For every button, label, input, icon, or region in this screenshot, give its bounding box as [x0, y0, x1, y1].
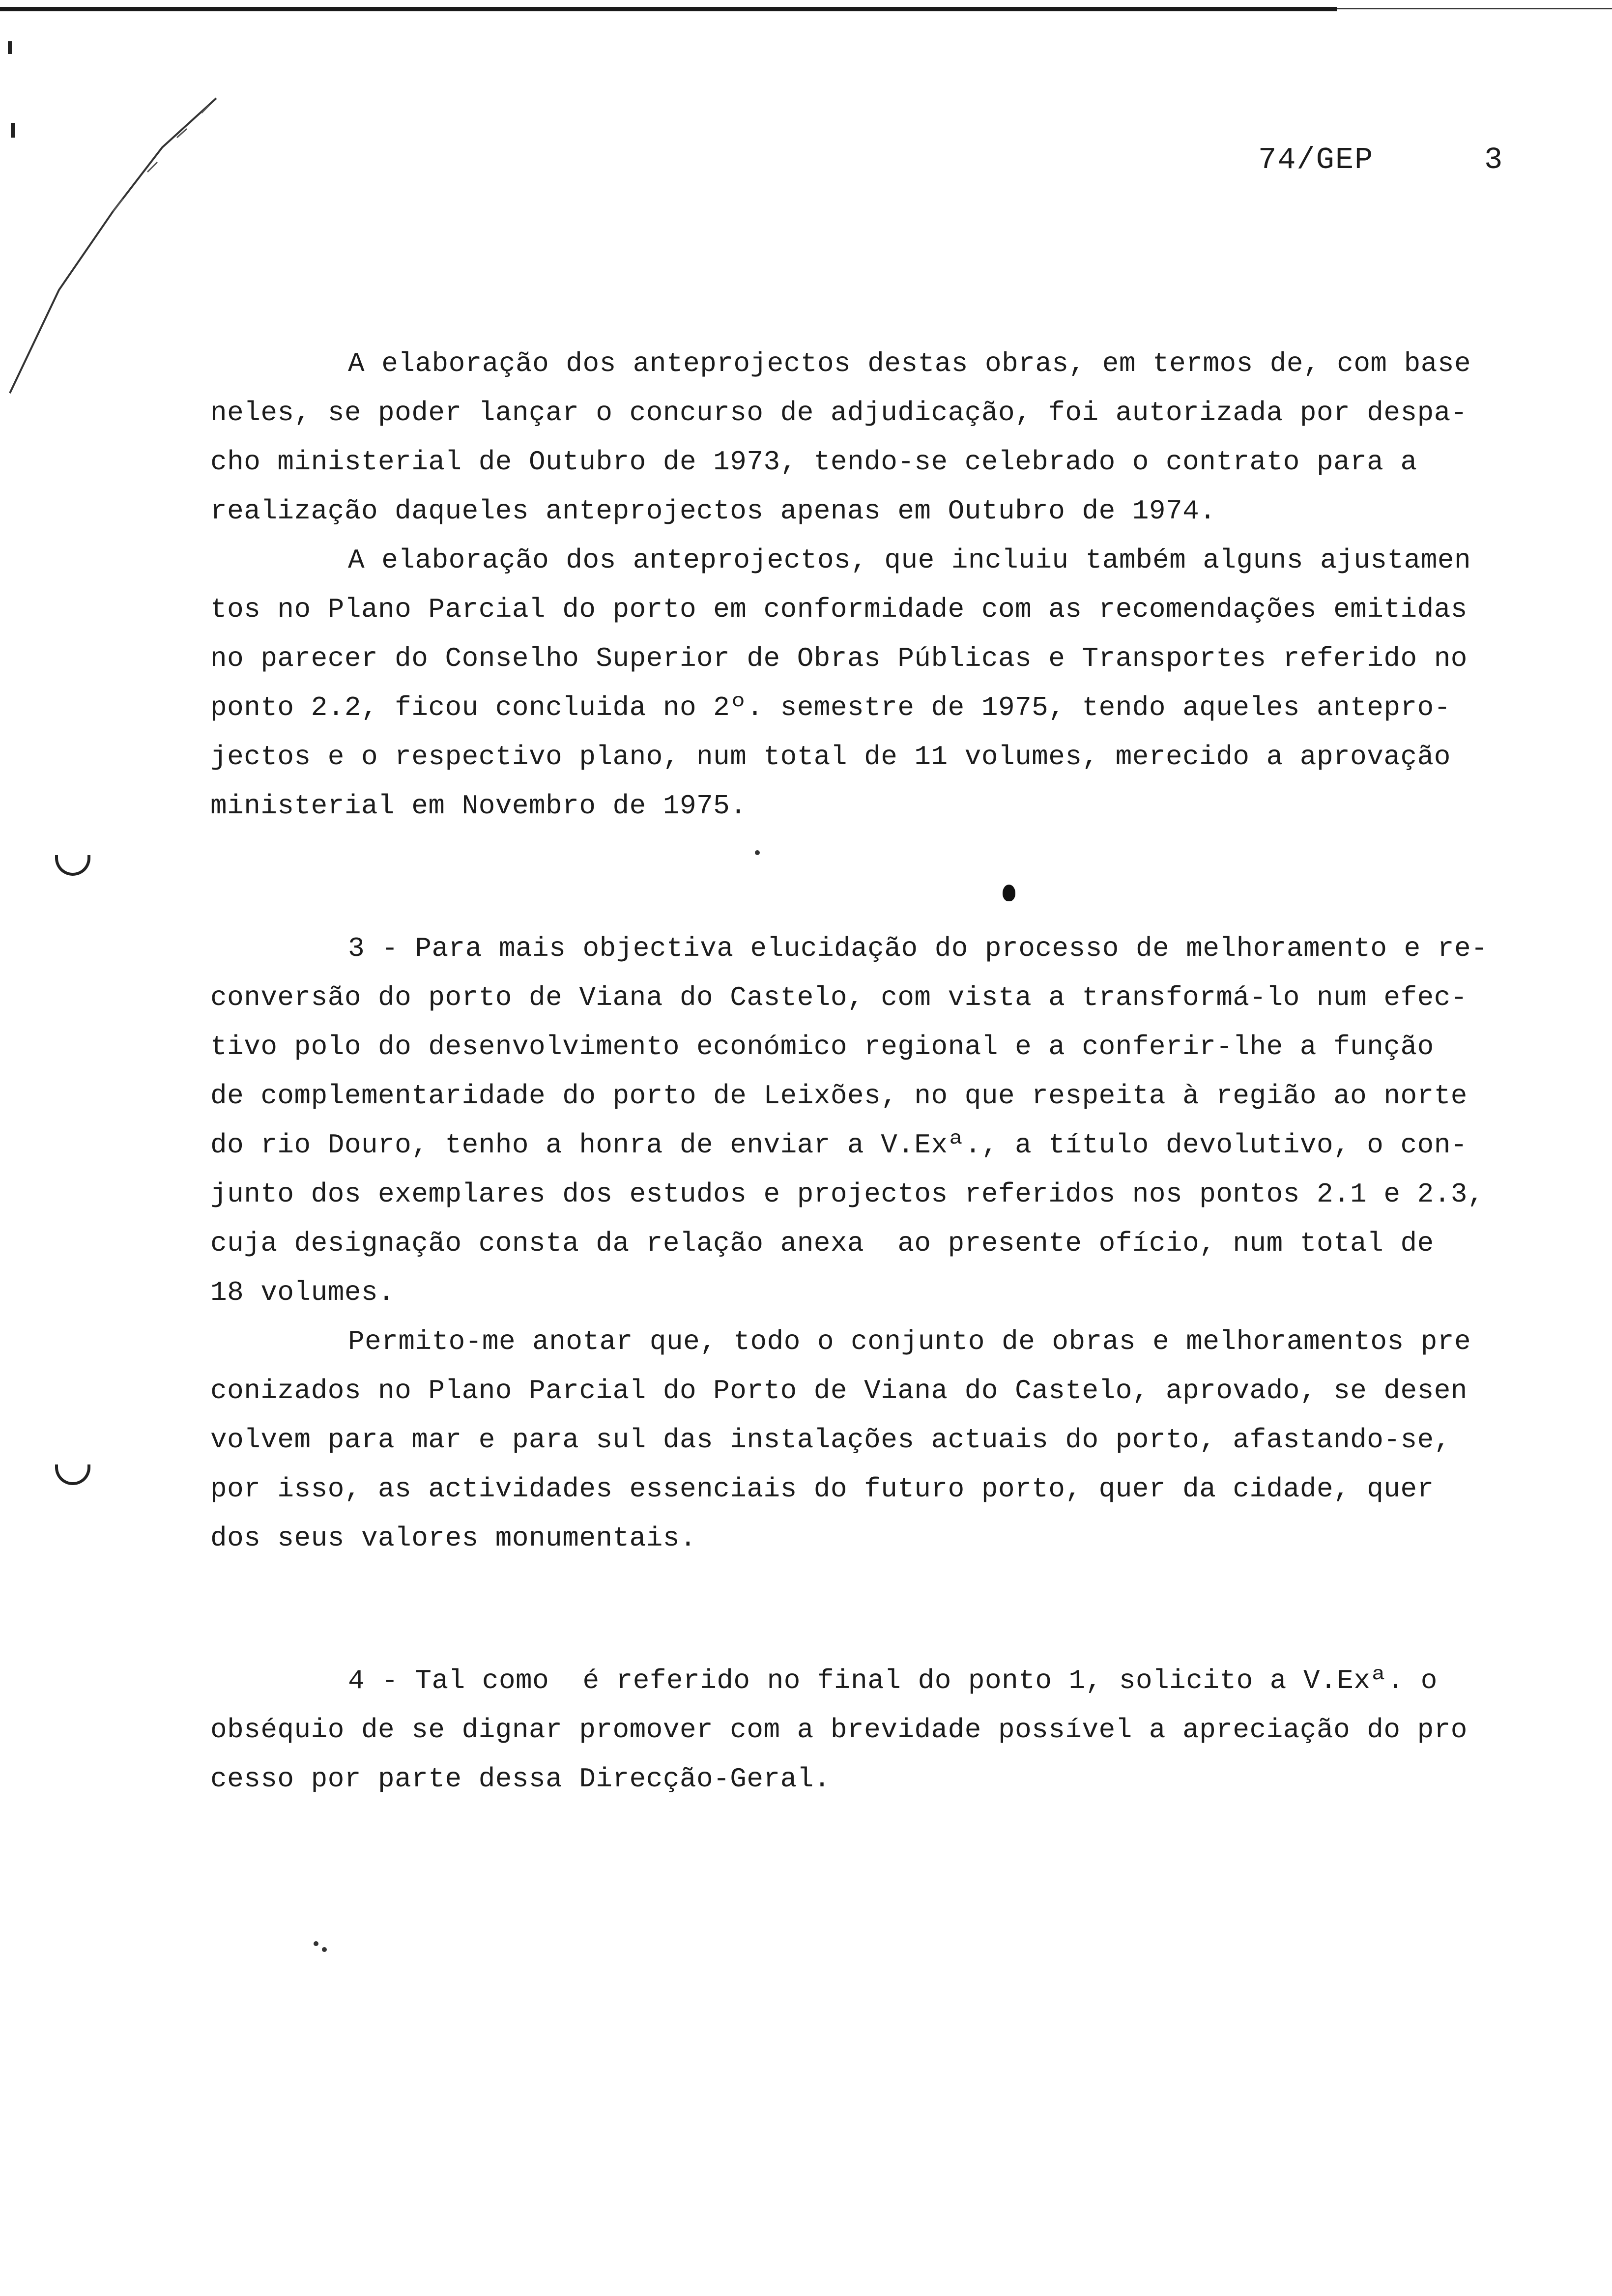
punch-hole-mark-2 [55, 1464, 90, 1485]
text-line: dos seus valores monumentais. [210, 1522, 697, 1554]
paragraph-anteprojects-approval [210, 536, 1557, 831]
text-line: Permito-me anotar que, todo o conjunto de obras e melhoramentos pre [348, 1326, 1471, 1357]
text-line: no parecer do Conselho Superior de Obras Públicas e Transportes referido no [210, 643, 1468, 674]
text-line: junto dos exemplares dos estudos e projectos referidos nos pontos 2.1 e 2.3, [210, 1178, 1485, 1210]
text-line: cesso por parte dessa Direcção-Geral. [210, 1763, 831, 1795]
text-line: conversão do porto de Viana do Castelo, com vista a transformá-lo num efec- [210, 982, 1468, 1013]
text-line: cuja designação consta da relação anexa ao presente ofício, num total de [210, 1228, 1434, 1259]
paragraph-anteprojects-authorization [210, 339, 1557, 536]
text-line: conizados no Plano Parcial do Porto de Viana do Castelo, aprovado, se desen [210, 1375, 1468, 1406]
text-line: 18 volumes. [210, 1277, 395, 1308]
text-line: tos no Plano Parcial do porto em conformidade com as recomendações emitidas [210, 594, 1468, 625]
paragraph-point-4 [210, 1656, 1557, 1804]
top-rule-thin [1337, 8, 1612, 9]
text-line: obséquio de se dignar promover com a brevidade possível a apreciação do pro [210, 1714, 1468, 1746]
text-line: 3 - Para mais objectiva elucidação do processo de melhoramento e re- [348, 933, 1488, 964]
text-line: volvem para mar e para sul das instalações actuais do porto, afastando-se, [210, 1424, 1451, 1456]
text-line: por isso, as actividades essenciais do futuro porto, quer da cidade, quer [210, 1473, 1434, 1505]
text-line: neles, se poder lançar o concurso de adjudicação, foi autorizada por despa- [210, 397, 1468, 429]
punch-hole-mark-1 [55, 855, 90, 876]
paragraph-plan-note [210, 1317, 1557, 1563]
text-line: A elaboração dos anteprojectos, que incluiu também alguns ajustamen [348, 545, 1471, 576]
text-line: A elaboração dos anteprojectos destas obras, em termos de, com base [348, 348, 1471, 379]
text-line: tivo polo do desenvolvimento económico regional e a conferir-lhe a função [210, 1031, 1434, 1062]
text-line: de complementaridade do porto de Leixões, no que respeita à região ao norte [210, 1080, 1468, 1112]
reference-code: 74/GEP [1258, 143, 1374, 177]
text-line: 4 - Tal como é referido no final do ponto 1, solicito a V.Exª. o [348, 1665, 1438, 1696]
letter-body [210, 339, 1557, 1804]
text-line: jectos e o respectivo plano, num total de 11 volumes, merecido a aprovação [210, 741, 1451, 773]
ink-speck-2 [314, 1941, 318, 1946]
text-line: ponto 2.2, ficou concluida no 2º. semestre de 1975, tendo aqueles antepro- [210, 692, 1451, 723]
text-line: realização daqueles anteprojectos apenas em Outubro de 1974. [210, 495, 1216, 527]
text-line: do rio Douro, tenho a honra de enviar a V.Exª., a título devolutivo, o con- [210, 1129, 1468, 1161]
paragraph-point-3 [210, 924, 1557, 1317]
ink-speck-3 [322, 1947, 327, 1952]
text-line: ministerial em Novembro de 1975. [210, 790, 747, 822]
page-number: 3 [1484, 143, 1503, 177]
text-line: cho ministerial de Outubro de 1973, tendo-se celebrado o contrato para a [210, 446, 1417, 478]
